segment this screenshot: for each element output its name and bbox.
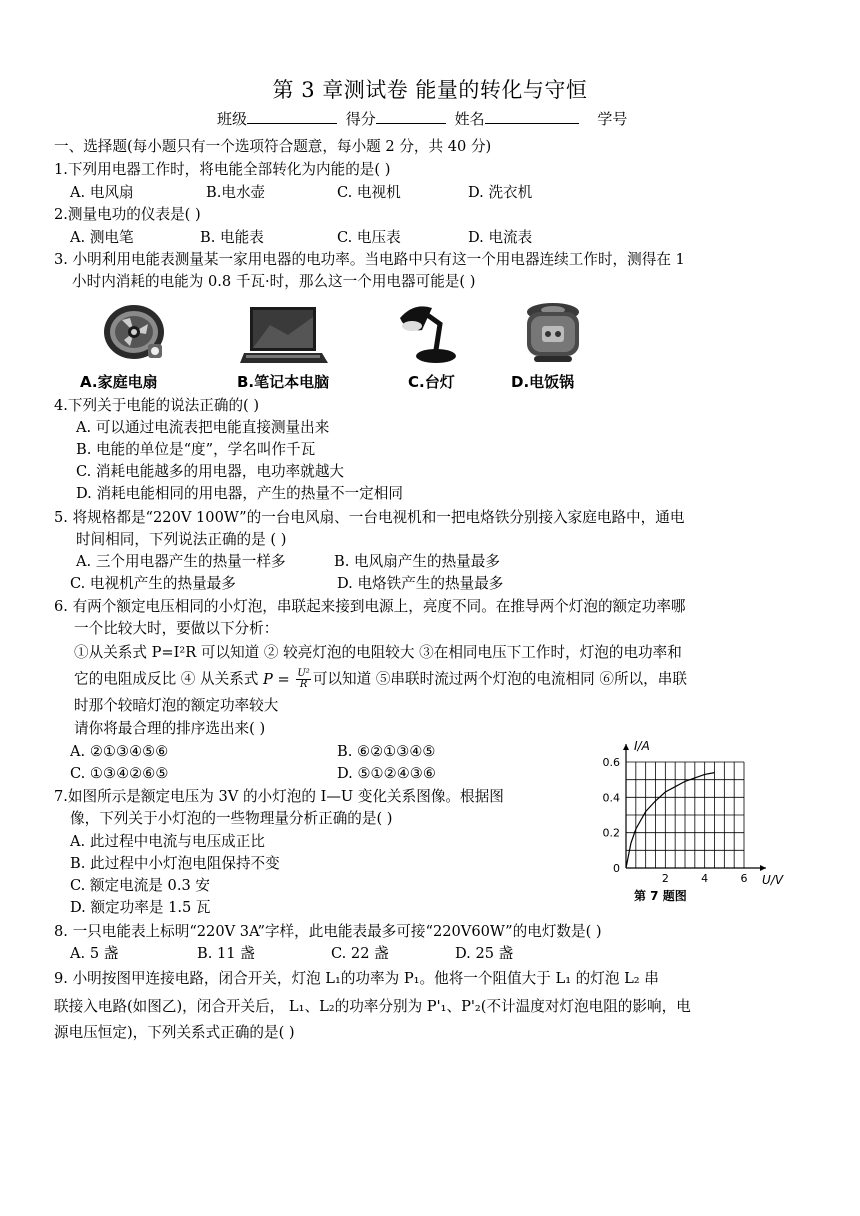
origin-label: 0	[613, 862, 620, 875]
y-axis-label: I/A	[634, 739, 650, 753]
q5-option-d[interactable]: D. 电烙铁产生的热量最多	[337, 575, 504, 592]
q8-stem: 8. 一只电能表上标明“220V 3A”字样，此电能表最多可接“220V60W”的电灯数是( )	[54, 923, 602, 940]
chart-labels	[634, 739, 784, 903]
figure-caption: 第 7 题图	[634, 889, 687, 903]
page-title: 第 3 章测试卷 能量的转化与守恒	[272, 78, 588, 102]
student-info-row	[217, 108, 627, 129]
formula-fraction	[296, 669, 310, 690]
class-label: 班级	[217, 110, 248, 128]
iu-curve	[626, 773, 715, 868]
q6-stem-line4	[74, 669, 687, 690]
rice-cooker-icon[interactable]	[520, 300, 586, 366]
y-tick-label: 0.2	[602, 826, 620, 840]
q6-stem-line2: 一个比较大时，要做以下分析：	[74, 620, 279, 637]
q7-stem-line1: 7.如图所示是额定电压为 3V 的小灯泡的 I—U 变化关系图像。根据图	[54, 788, 504, 805]
name-label: 姓名	[454, 110, 485, 128]
q5-option-a[interactable]: A. 三个用电器产生的热量一样多	[76, 553, 286, 570]
q2-option-d[interactable]: D. 电流表	[468, 229, 533, 246]
q6-option-b[interactable]: B. ⑥②①③④⑤	[337, 743, 436, 760]
q6-option-d[interactable]: D. ⑤①②④③⑥	[337, 765, 436, 782]
q3-option-d[interactable]: D.电饭锅	[511, 373, 575, 391]
q6-option-c[interactable]: C. ①③④②⑥⑤	[70, 765, 169, 782]
laptop-icon[interactable]	[240, 305, 328, 365]
q4-option-b[interactable]: B. 电能的单位是“度”，学名叫作千瓦	[76, 441, 316, 458]
q7-stem-line2: 像，下列关于小灯泡的一些物理量分析正确的是( )	[70, 810, 393, 827]
q8-option-d[interactable]: D. 25 盏	[455, 945, 514, 962]
q3-option-b[interactable]: B.笔记本电脑	[237, 373, 330, 391]
q6-line4-part1: 它的电阻成反比 ④ 从关系式	[74, 670, 264, 688]
q3-stem-line1: 3. 小明利用电能表测量某一家用电器的电功率。当电路中只有这一个用电器连续工作时，测得在 1	[54, 251, 685, 268]
q5-stem-line2: 时间相同，下列说法正确的是 ( )	[76, 531, 287, 548]
q1-option-d[interactable]: D. 洗衣机	[468, 184, 533, 201]
q2-option-a[interactable]: A. 测电笔	[70, 229, 134, 246]
q6-stem-line5: 时那个较暗灯泡的额定功率较大	[74, 697, 279, 714]
x-tick-label: 4	[701, 872, 709, 885]
q1-option-b[interactable]: B.电水壶	[206, 184, 266, 201]
q4-option-a[interactable]: A. 可以通过电流表把电能直接测量出来	[76, 419, 330, 436]
q6-stem-line3: ①从关系式 P=I²R 可以知道 ② 较亮灯泡的电阻较大 ③在相同电压下工作时，灯泡的电功率和	[74, 644, 682, 661]
q4-option-d[interactable]: D. 消耗电能相同的用电器，产生的热量不一定相同	[76, 485, 403, 502]
score-label: 得分	[345, 110, 376, 128]
y-tick-label: 0.6	[602, 756, 620, 769]
q4-stem: 4.下列关于电能的说法正确的( )	[54, 397, 260, 414]
x-axis-label: U/V	[762, 873, 784, 887]
q5-option-c[interactable]: C. 电视机产生的热量最多	[70, 575, 236, 592]
q4-option-c[interactable]: C. 消耗电能越多的用电器，电功率就越大	[76, 463, 345, 480]
chart-curve	[626, 773, 715, 868]
q5-stem-line1: 5. 将规格都是“220V 100W”的一台电风扇、一台电视机和一把电烙铁分别接入家庭电路中，通电	[54, 509, 685, 526]
q9-stem-line1: 9. 小明按图甲连接电路，闭合开关，灯泡 L₁的功率为 P₁。他将一个阻值大于 L₁ 的灯泡 L₂ 串	[54, 970, 659, 987]
formula-lhs: P =	[263, 670, 295, 688]
q3-option-a[interactable]: A.家庭电扇	[80, 373, 158, 391]
desk-lamp-icon[interactable]	[392, 300, 462, 366]
q2-stem: 2.测量电功的仪表是( )	[54, 206, 201, 223]
q9-stem-line2: 联接入电路(如图乙)，闭合开关后， L₁、L₂的功率分别为 P'₁、P'₂(不计温度对灯泡电阻的影响，电	[54, 998, 691, 1015]
q3-stem-line2: 小时内消耗的电能为 0.8 千瓦·时，那么这一个用电器可能是( )	[72, 273, 476, 290]
q5-option-b[interactable]: B. 电风扇产生的热量最多	[334, 553, 500, 570]
q9-stem-line3: 源电压恒定)，下列关系式正确的是( )	[54, 1024, 295, 1041]
q6-stem-line1: 6. 有两个额定电压相同的小灯泡，串联起来接到电源上，亮度不同。在推导两个灯泡的额定功率哪	[54, 598, 686, 615]
power-formula	[263, 668, 313, 690]
id-label: 学号	[597, 110, 628, 128]
q7-option-a[interactable]: A. 此过程中电流与电压成正比	[70, 833, 265, 850]
q8-option-a[interactable]: A. 5 盏	[70, 945, 119, 962]
q2-option-c[interactable]: C. 电压表	[337, 229, 401, 246]
q8-option-c[interactable]: C. 22 盏	[331, 945, 389, 962]
q8-option-b[interactable]: B. 11 盏	[197, 945, 255, 962]
y-tick-label: 0.4	[602, 791, 620, 805]
score-field[interactable]	[376, 109, 446, 124]
q1-option-c[interactable]: C. 电视机	[337, 184, 401, 201]
q6-option-a[interactable]: A. ②①③④⑤⑥	[70, 743, 169, 760]
x-tick-label: 2	[661, 872, 669, 885]
formula-denominator: R	[299, 679, 308, 690]
q1-stem: 1.下列用电器工作时，将电能全部转化为内能的是( )	[54, 161, 391, 178]
q3-option-c[interactable]: C.台灯	[408, 373, 455, 391]
iu-graph	[596, 732, 796, 912]
name-field[interactable]	[485, 109, 579, 124]
q2-option-b[interactable]: B. 电能表	[200, 229, 264, 246]
electric-fan-icon[interactable]	[100, 302, 168, 364]
q7-option-b[interactable]: B. 此过程中小灯泡电阻保持不变	[70, 855, 280, 872]
q7-option-c[interactable]: C. 额定电流是 0.3 安	[70, 877, 210, 894]
q7-option-d[interactable]: D. 额定功率是 1.5 瓦	[70, 899, 211, 916]
y-axis-arrow	[623, 744, 629, 750]
formula-numerator: U²	[297, 668, 310, 679]
x-tick-label: 6	[740, 872, 748, 885]
x-axis-arrow	[760, 865, 766, 871]
q1-option-a[interactable]: A. 电风扇	[70, 184, 134, 201]
q6-stem-line6: 请你将最合理的排序选出来( )	[74, 720, 266, 737]
q6-line4-part2: 可以知道 ⑤串联时流过两个灯泡的电流相同 ⑥所以，串联	[312, 670, 687, 688]
class-field[interactable]	[247, 109, 337, 124]
section-heading: 一、选择题(每小题只有一个选项符合题意，每小题 2 分，共 40 分)	[54, 138, 492, 155]
